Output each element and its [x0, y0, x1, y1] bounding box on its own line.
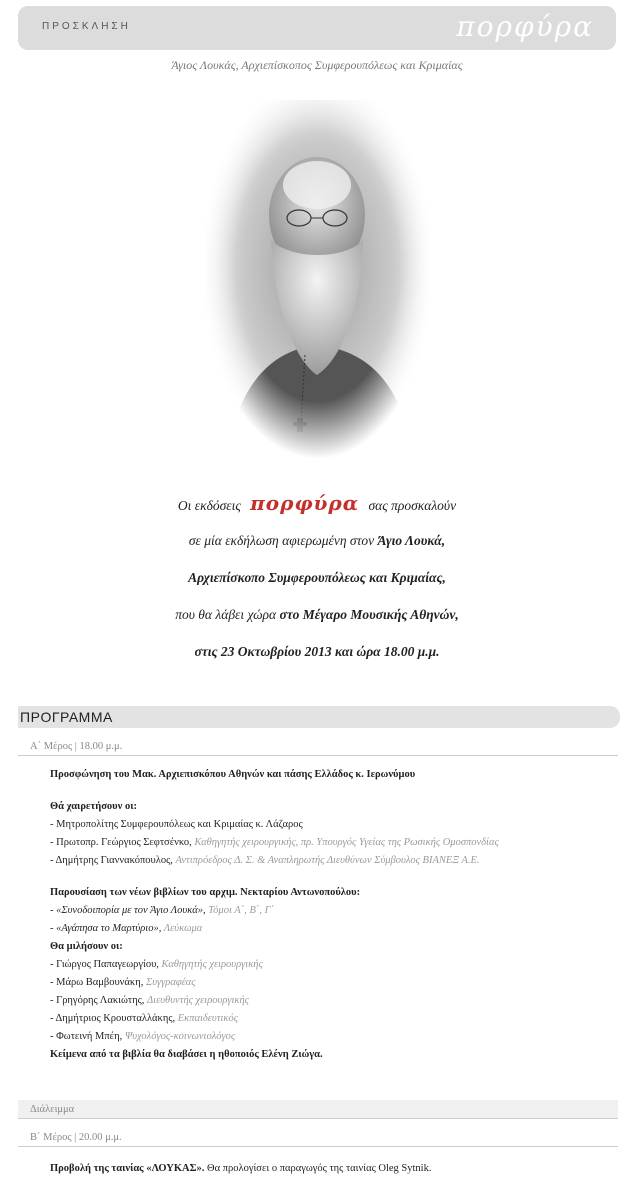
speaker-role: Καθηγητής χειρουργικής — [161, 959, 263, 970]
invite-text: που θα λάβει χώρα — [175, 607, 280, 622]
invitation-label: ΠΡΟΣΚΛΗΣΗ — [42, 21, 131, 32]
part-b-content — [50, 1160, 431, 1178]
page-subtitle: Άγιος Λουκάς, Αρχιεπίσκοπος Συμφερουπόλεως και Κριμαίας — [171, 58, 463, 72]
invite-line-5 — [0, 633, 634, 670]
invite-line-4 — [0, 596, 634, 633]
speaker-name: - Γρηγόρης Λακιώτης, — [50, 995, 148, 1006]
greeter-role: Αντιπρόεδρος Δ. Σ. & Αναπληρωτής Διευθύνων Σύμβουλος ΒΙΑΝΕΞ Α.Ε. — [175, 855, 480, 866]
intermission-header: Διάλειμμα — [18, 1100, 618, 1119]
film-screening — [50, 1160, 431, 1178]
reading-note: Κείμενα από τα βιβλία θα διαβάσει η ηθοποιός Ελένη Ζιώγα. — [50, 1049, 323, 1060]
speaker-item — [50, 956, 499, 974]
speaker-name: - Γιώργος Παπαγεωργίου, — [50, 959, 162, 970]
speaker-name: - Δημήτριος Κρουσταλλάκης, — [50, 1013, 178, 1024]
book-title: - «Συνοδοιπορία με τον Άγιο Λουκά», — [50, 905, 209, 916]
invite-bold: στις 23 Οκτωβρίου 2013 και ώρα 18.00 μ.μ. — [194, 644, 440, 659]
speaker-item — [50, 974, 499, 992]
greeter-item — [50, 816, 499, 834]
invitation-text — [0, 485, 634, 670]
porfyra-brand: πορφύρα — [250, 491, 360, 515]
greeter-role: Καθηγητής χειρουργικής, πρ. Υπουργός Υγείας της Ρωσικής Ομοσπονδίας — [194, 837, 499, 848]
speaker-item — [50, 1010, 499, 1028]
speaker-item — [50, 1028, 499, 1046]
book-note: Λεύκωμα — [163, 923, 203, 934]
greeter-name: - Πρωτοπρ. Γεώργιος Σεφτσένκο, — [50, 837, 195, 848]
porfyra-logo: πορφύρα — [456, 10, 594, 43]
invite-text: Οι εκδόσεις — [177, 498, 241, 513]
speaker-item — [50, 992, 499, 1010]
part-a-content — [50, 766, 499, 1064]
invite-bold: στο Μέγαρο Μουσικής Αθηνών, — [279, 607, 459, 622]
film-title: Προβολή της ταινίας «ΛΟΥΚΑΣ». — [50, 1163, 205, 1174]
greeter-item — [50, 852, 499, 870]
program-header — [18, 706, 620, 728]
greetings-title: Θά χαιρετήσουν οι: — [50, 801, 137, 812]
book-title: - «Αγάπησα το Μαρτύριο», — [50, 923, 164, 934]
speaker-role: Συγγραφέας — [145, 977, 196, 988]
greeter-name: - Δημήτρης Γιαννακόπουλος, — [50, 855, 176, 866]
greeter-name: - Μητροπολίτης Συμφερουπόλεως και Κριμαίας κ. Λάζαρος — [50, 819, 303, 830]
speaker-name: - Φωτεινή Μπέη, — [50, 1031, 125, 1042]
archbishop-address: Προσφώνηση του Μακ. Αρχιεπισκόπου Αθηνών και πάσης Ελλάδος κ. Ιερωνύμου — [50, 769, 416, 780]
part-b-header: Β΄ Μέρος | 20.00 μ.μ. — [18, 1128, 618, 1147]
speaker-role: Ψυχολόγος-κοινωνιολόγος — [124, 1031, 236, 1042]
invite-line-1 — [0, 485, 634, 522]
greeter-item — [50, 834, 499, 852]
book-item — [50, 920, 499, 938]
program-title: ΠΡΟΓΡΑΜΜΑ — [20, 709, 113, 725]
book-note: Τόμοι Α΄, Β΄, Γ΄ — [208, 905, 275, 916]
invite-bold: Άγιο Λουκά, — [377, 533, 446, 548]
invite-line-2 — [0, 522, 634, 559]
invite-bold: Αρχιεπίσκοπο Συμφερουπόλεως και Κριμαίας, — [188, 570, 446, 585]
book-item — [50, 902, 499, 920]
part-a-header: Α΄ Μέρος | 18.00 μ.μ. — [18, 737, 618, 756]
speaker-role: Εκπαιδευτικός — [177, 1013, 238, 1024]
saint-portrait-image — [205, 100, 430, 470]
invite-text: σε μία εκδήλωση αφιερωμένη στον — [188, 533, 378, 548]
speaker-role: Διευθυντής χειρουργικής — [147, 995, 249, 1006]
presentation-title: Παρουσίαση των νέων βιβλίων του αρχιμ. Νεκταρίου Αντωνοπούλου: — [50, 887, 361, 898]
header-bar — [18, 6, 616, 50]
invite-text: σας προσκαλούν — [368, 498, 457, 513]
film-note: Θα προλογίσει ο παραγωγός της ταινίας Oleg Sytnik. — [204, 1163, 432, 1174]
invite-line-3 — [0, 559, 634, 596]
speaker-name: - Μάρω Βαμβουνάκη, — [50, 977, 146, 988]
speakers-title: Θα μιλήσουν οι: — [50, 941, 123, 952]
